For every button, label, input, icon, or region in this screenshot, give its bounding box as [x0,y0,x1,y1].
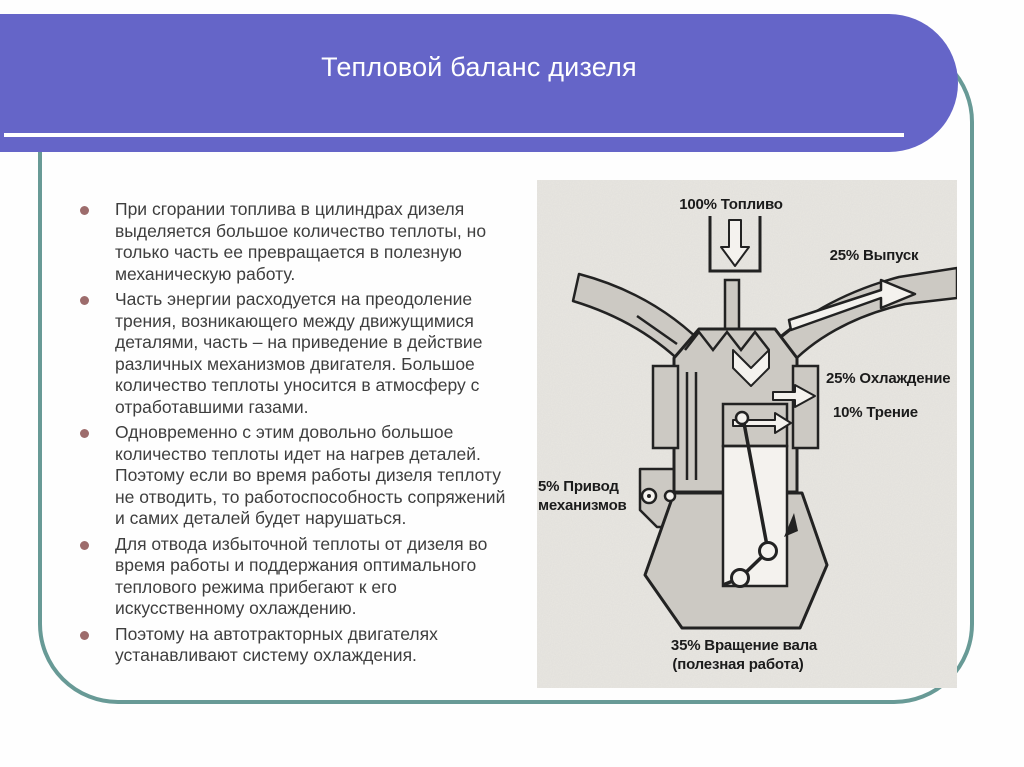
list-item [78,289,510,418]
label-drive-2: механизмов [538,497,627,514]
bullet-text: При сгорании топлива в цилиндрах дизеля выделяется большое количество теплоты, но только часть ее превращается в полезную механическую работу. [115,199,487,284]
fuel-pipe [725,280,739,334]
list-item [78,624,510,667]
banner-underline [4,133,904,137]
list-item [78,422,510,530]
heat-balance-diagram [537,180,957,688]
bullet-icon [80,541,89,550]
bullet-list [78,199,510,671]
list-item [78,534,510,620]
label-exhaust: 25% Выпуск [829,247,919,264]
title-banner [0,14,958,152]
page-title: Тепловой баланс дизеля [321,52,637,82]
bullet-icon [80,206,89,215]
label-cooling: 25% Охлаждение [826,370,951,387]
bullet-icon [80,296,89,305]
label-friction: 10% Трение [833,404,918,421]
bullet-icon [80,429,89,438]
bullet-text: Часть энергии расходуется на преодоление трения, возникающего между движущимися деталями, часть – на приведение в действие различных механизмов двигателя. Большое количество теплоты уносится в атмосферу с отработавшими газами. [115,289,483,417]
label-drive-1: 5% Привод [538,478,619,495]
cooling-jacket-left [653,366,678,448]
label-shaft-2: (полезная работа) [672,656,804,673]
bullet-icon [80,631,89,640]
bullet-text: Поэтому на автотракторных двигателях устанавливают систему охлаждения. [115,623,438,665]
list-item [78,199,510,285]
label-shaft-1: 35% Вращение вала [670,637,818,654]
bullet-text: Одновременно с этим довольно большое количество теплоты идет на нагрев деталей. Поэтому если во время работы дизеля теплоту не отводить, то работоспособность сопряжений и самих деталей будет нарушаться. [115,422,506,528]
bullet-text: Для отвода избыточной теплоты от дизеля во время работы и поддержания оптимального теплового режима прибегают к его искусственному охлаждению. [115,533,488,618]
label-fuel: 100% Топливо [679,196,783,213]
